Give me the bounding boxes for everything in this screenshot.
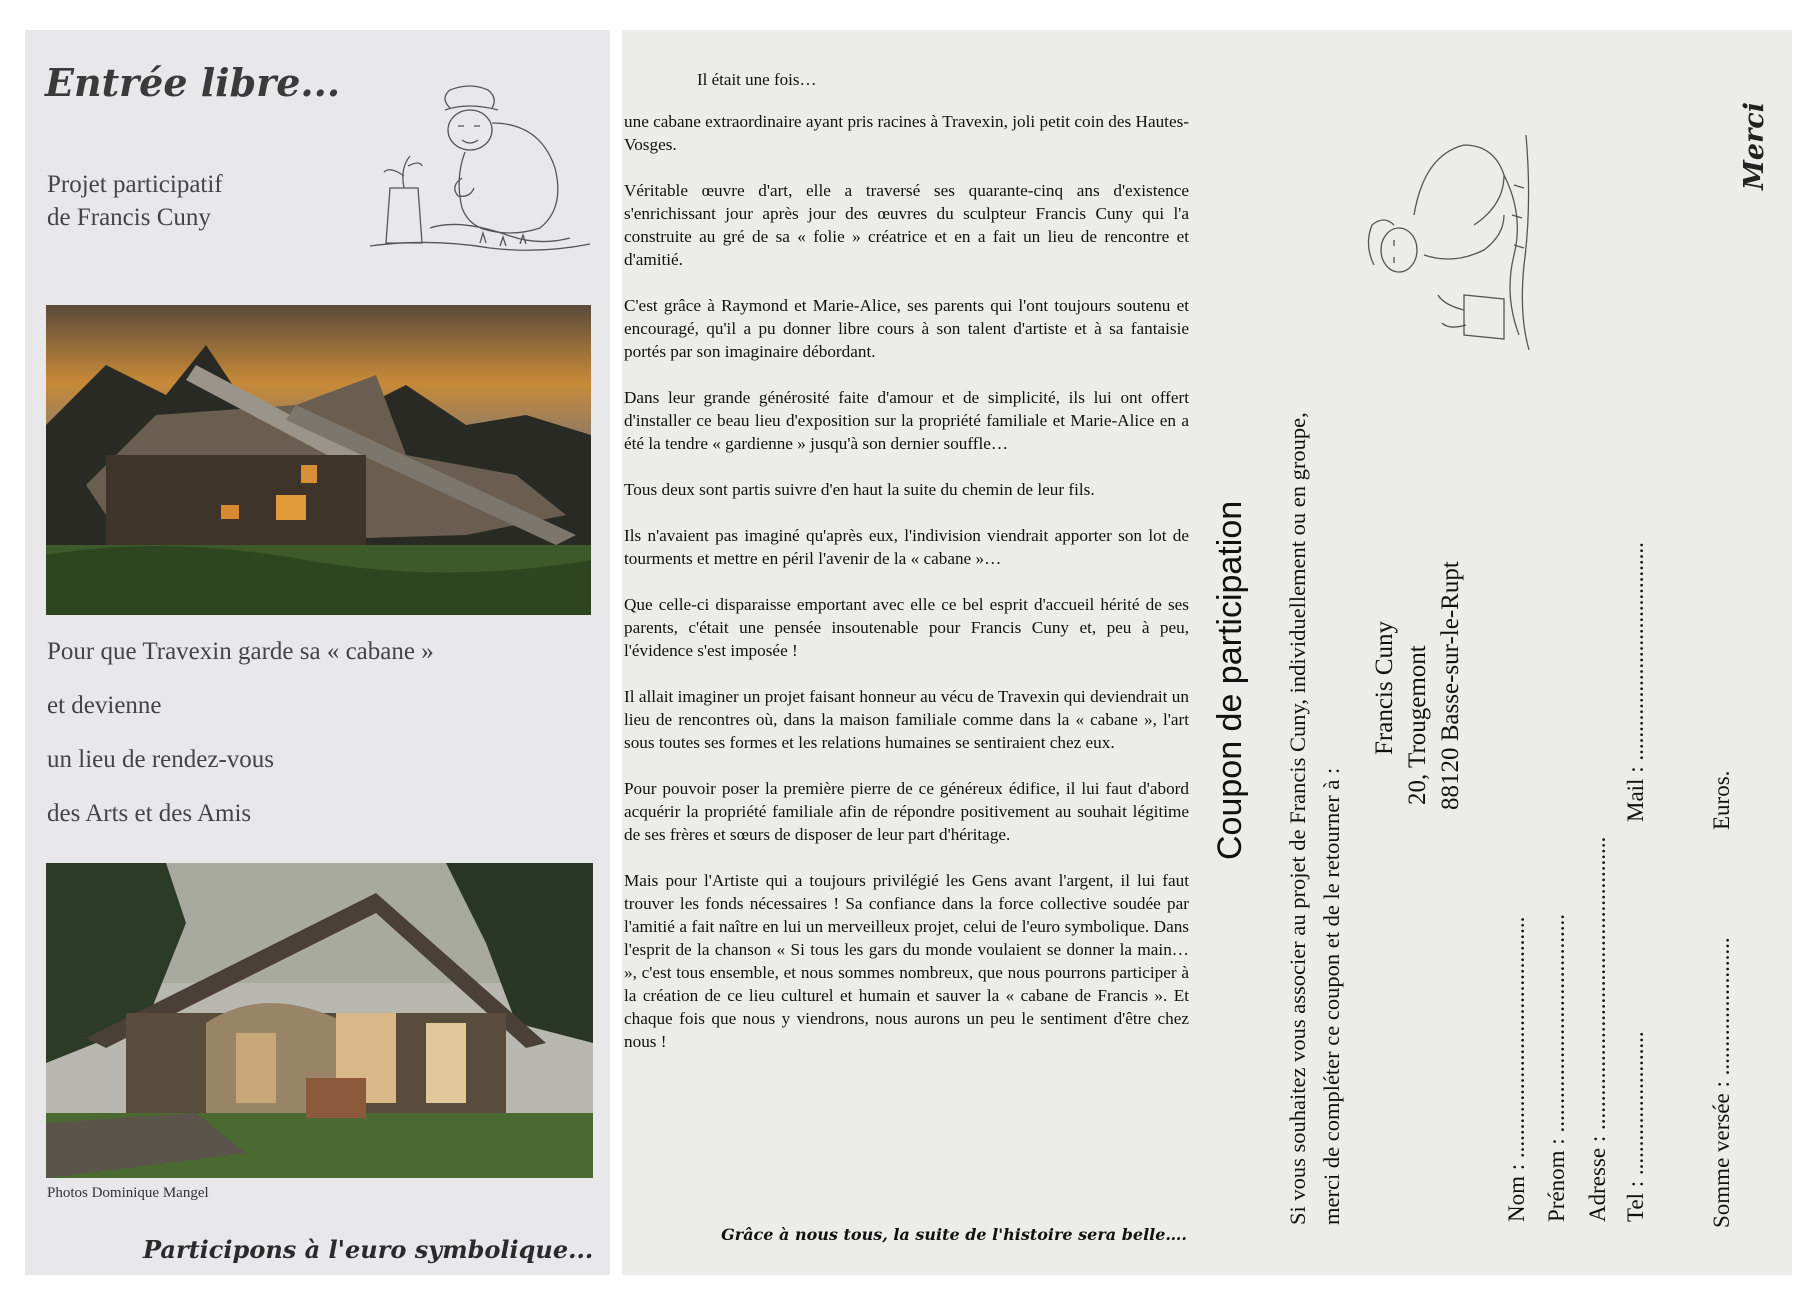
story-paragraph: une cabane extraordinaire ayant pris racines à Travexin, joli petit coin des Hautes-Vosges. — [624, 112, 1189, 154]
address-city: 88120 Basse-sur-le-Rupt — [1437, 561, 1464, 810]
coupon-instruction-2: merci de compléter ce coupon et de le retourner à : — [1319, 767, 1344, 1225]
field-somme: Somme versée : ........................ — [1709, 937, 1734, 1228]
cabin-shelter-photo — [46, 863, 593, 1178]
left-title: Entrée libre... — [45, 60, 341, 105]
story-paragraph: Pour pouvoir poser la première pierre de ce généreux édifice, il lui faut d'abord acquérir la propriété familiale afin de répondre positivement au souhait légitime de ses frères et sœurs de disposer de leur part d'héritage. — [624, 779, 1189, 844]
cabin-sunset-photo — [46, 305, 591, 615]
tagline-line-3: un lieu de rendez-vous — [47, 746, 275, 773]
middle-footer: Grâce à nous tous, la suite de l'histoire sera belle…. — [721, 1225, 1187, 1244]
address-name: Francis Cuny — [1371, 620, 1398, 755]
story-body — [624, 110, 1189, 1076]
tagline-line-1: Pour que Travexin garde sa « cabane » — [47, 638, 434, 665]
story-paragraph: Ils n'avaient pas imaginé qu'après eux, l'indivision viendrait apporter son lot de tourments et mettre en péril l'avenir de la « cabane »… — [624, 526, 1189, 568]
sculptor-sketch-illustration — [370, 68, 595, 253]
sculptor-sketch-rotated-illustration — [1354, 125, 1534, 355]
project-line-1: Projet participatif — [47, 171, 223, 198]
left-panel — [25, 30, 610, 1275]
left-footer: Participons à l'euro symbolique... — [143, 1235, 594, 1264]
coupon-title: Coupon de participation — [1211, 500, 1249, 860]
field-euros: Euros. — [1709, 770, 1734, 830]
story-paragraph: Dans leur grande générosité faite d'amour et de simplicité, ils lui ont offert d'installer ce beau lieu d'exposition sur la propriété familiale et Marie-Alice en a été la tendre « gardienne » jusqu'à son dernier souffle… — [624, 388, 1189, 453]
field-nom: Nom : .......................................... — [1504, 916, 1529, 1222]
project-line-2: de Francis Cuny — [47, 204, 211, 231]
story-paragraph: Véritable œuvre d'art, elle a traversé ses quarante-cinq ans d'existence s'enrichissant jour après jour des œuvres du sculpteur Francis Cuny qui l'a construite au gré de sa « folie » créatrice et en a fait un lieu de rencontre et d'amitié. — [624, 181, 1189, 269]
story-opening: Il était une fois… — [697, 70, 817, 89]
coupon-instruction-1: Si vous souhaitez vous associer au projet de Francis Cuny, individuellement ou en groupe, — [1285, 412, 1310, 1225]
field-prenom: Prénom : ...................................... — [1544, 914, 1569, 1222]
story-paragraph: C'est grâce à Raymond et Marie-Alice, ses parents qui l'ont toujours soutenu et encouragé, qu'il a pu donner libre cours à son talent d'artiste et à sa fantaisie portés par son imaginaire débordant. — [624, 296, 1189, 361]
field-tel: Tel : ......................... — [1623, 1031, 1648, 1222]
story-paragraph: Que celle-ci disparaisse emportant avec elle ce bel esprit d'accueil hérité de ses parents, c'était une pensée insoutenable pour Francis Cuny et, peu à peu, l'évidence s'est imposée ! — [624, 595, 1189, 660]
photo-credit: Photos Dominique Mangel — [47, 1185, 209, 1201]
tagline-line-2: et devienne — [47, 692, 162, 719]
field-mail: Mail : ...................................... — [1623, 542, 1648, 822]
middle-panel — [622, 30, 1199, 1275]
story-paragraph: Il allait imaginer un projet faisant honneur au vécu de Travexin qui deviendrait un lieu de rencontres où, dans la maison familiale comme dans la « cabane », l'art sous toutes ses formes et les relations humaines se sentiraient chez eux. — [624, 687, 1189, 752]
tagline-line-4: des Arts et des Amis — [47, 800, 252, 827]
merci-label: Merci — [1739, 102, 1770, 190]
story-paragraph: Tous deux sont partis suivre d'en haut la suite du chemin de leur fils. — [624, 480, 1095, 499]
story-paragraph: Mais pour l'Artiste qui a toujours privilégié les Gens avant l'argent, il lui faut trouver les fonds nécessaires ! Sa confiance dans la force collective soudée par l'amitié a fait naître en lui un merveilleux projet, celui de l'euro symbolique. Dans l'esprit de la chanson « Si tous les gars du monde voulaient se donner la main… », c'est tous ensemble, et nous sommes nombreux, que nous pourrons participer à la création de ce lieu culturel et humain et sauver la « cabane de Francis ». Et chaque fois que nous y viendrons, nous aurons un peu le sentiment d'être chez nous ! — [624, 871, 1189, 1051]
address-street: 20, Trougemont — [1404, 645, 1431, 805]
right-panel-coupon — [1199, 30, 1792, 1275]
field-adresse: Adresse : ................................................... — [1585, 836, 1610, 1222]
project-subtitle — [47, 168, 223, 234]
